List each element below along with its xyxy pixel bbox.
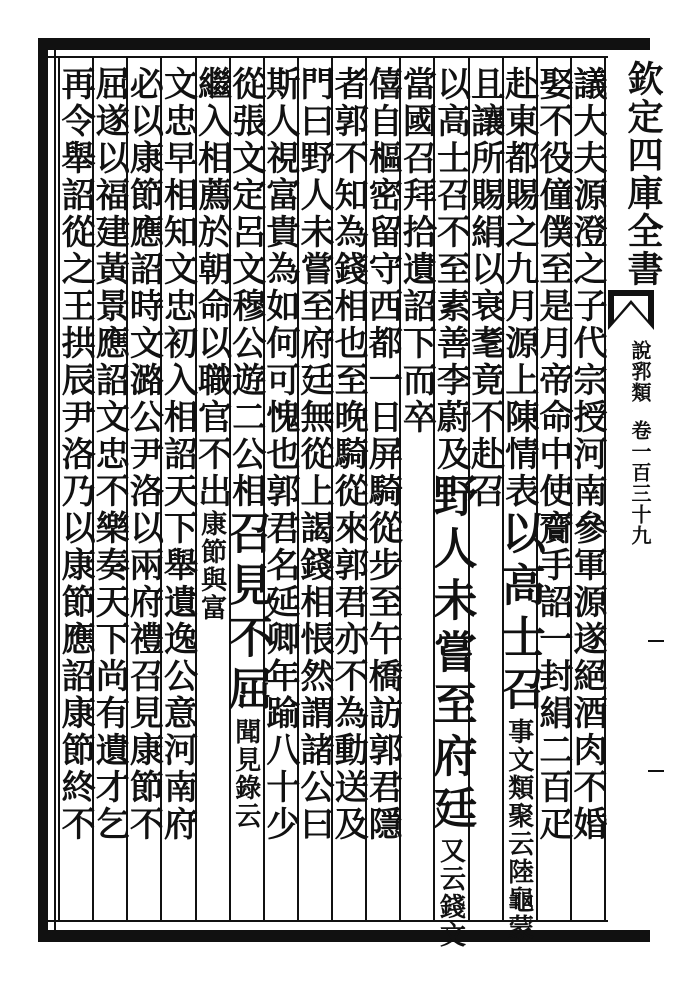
- spine-title: 欽定四庫全書: [622, 60, 664, 288]
- text-column: [396, 66, 437, 436]
- body-text: 以高士召不至素善李蔚及: [430, 66, 471, 473]
- body-text: 屈遂以福建黃景應詔文忠不樂奏天下尚有遺才乞: [89, 66, 130, 843]
- body-text: 娶不役僮僕至是月帝命中使齎手詔一封絹二百疋: [532, 66, 573, 843]
- text-column: [220, 66, 272, 830]
- body-text: 必以康節應詔時文潞公尹洛以兩府禮召見康節不: [123, 66, 164, 843]
- body-text: 再令舉詔從之王拱辰尹洛乃以康節應詔康節終不: [55, 66, 96, 843]
- body-text: 從張文定呂文穆公遊二公相: [225, 66, 266, 510]
- margin-tick: [648, 640, 664, 642]
- heading-text: 野人未嘗至府廷: [425, 473, 477, 837]
- fish-tail-icon: [608, 290, 654, 330]
- text-column: [532, 66, 573, 843]
- body-text: 繼入相薦於朝命以職官不出: [191, 66, 232, 510]
- spine-subtitle: 說郛類: [628, 340, 652, 403]
- body-text: 門曰野人未嘗至府廷無從上謁錢相悵然謂諸公曰: [293, 66, 334, 843]
- text-column: [55, 66, 96, 843]
- text-column: [464, 66, 505, 510]
- text-column: [493, 66, 545, 942]
- annotation-text: 聞見錄云: [230, 718, 261, 830]
- body-text: 斯人視富貴為如何可愧也郭君名延卿年踰八十少: [259, 66, 300, 843]
- frame-top-border: [38, 38, 650, 50]
- body-text: 當國召拜拾遺詔下而卒: [396, 66, 437, 436]
- annotation-text: 事文類聚云陸龜蒙: [503, 718, 534, 942]
- body-text: 者郭不知為錢相也至晚騎從來郭君亦不為動送及: [328, 66, 369, 843]
- body-text: 議大夫源澄之子代宗授河南參軍源遂絕酒肉不婚: [566, 66, 607, 843]
- text-column: [328, 66, 369, 843]
- annotation-text: 康節與富: [196, 510, 227, 622]
- text-column: [362, 66, 403, 843]
- body-text: 且讓所賜絹以衰耄竟不赴召: [464, 66, 505, 510]
- text-column: [293, 66, 334, 843]
- text-column: [89, 66, 130, 843]
- margin-tick: [648, 770, 664, 772]
- annotation-text: 又云錢文: [435, 837, 466, 949]
- body-text: 文忠早相知文忠初入相詔天下舉遺逸公意河南府: [157, 66, 198, 843]
- frame-bottom-border: [38, 930, 650, 942]
- text-column: [157, 66, 198, 843]
- text-column: [123, 66, 164, 843]
- heading-text: 召見不屈: [220, 510, 272, 718]
- text-column: [259, 66, 300, 843]
- text-column: [191, 66, 232, 622]
- text-column: [566, 66, 607, 843]
- spine-volume: 卷一百三十九: [628, 420, 652, 546]
- body-text: 赴東都賜之九月源上陳情表: [498, 66, 539, 510]
- frame-left-border: [38, 38, 48, 942]
- text-column: [425, 66, 477, 949]
- body-text: 僖自樞密留守西都一日屏騎從步至午橋訪郭君隱: [362, 66, 403, 843]
- heading-text: 以高士召: [493, 510, 545, 718]
- inner-top-rule: [48, 56, 608, 58]
